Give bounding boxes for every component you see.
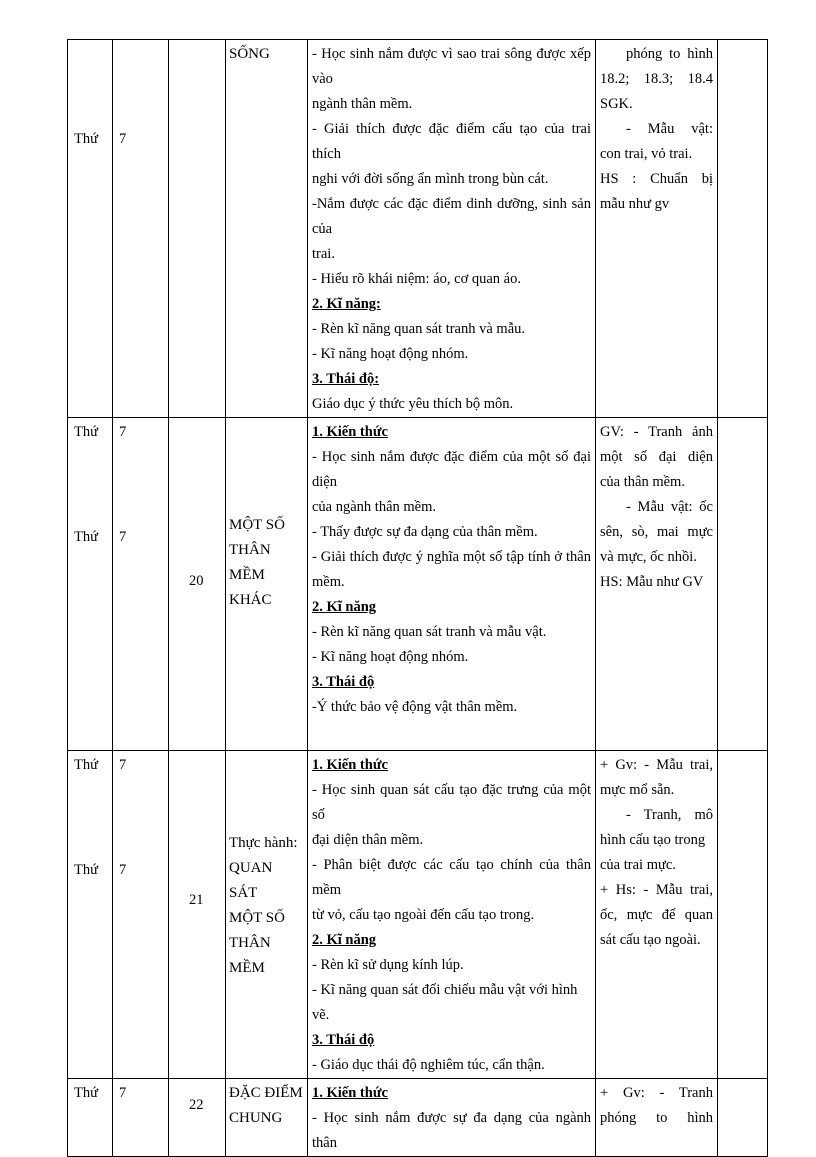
lesson-number: 21 (189, 892, 204, 908)
lesson-title-cell (226, 751, 308, 1079)
material-line: một số đại diện (600, 449, 713, 465)
lesson-number-cell (169, 40, 226, 418)
objective-line: - Học sinh quan sát cấu tạo đặc trưng của một số (312, 782, 591, 823)
material-line: và mực, ốc nhồi. (600, 549, 697, 565)
section-heading: 1. Kiến thức (312, 757, 388, 773)
objective-line: - Kĩ năng hoạt động nhóm. (312, 649, 469, 665)
grade-label: 7 (119, 529, 127, 545)
lesson-title (226, 418, 307, 613)
objectives (308, 751, 595, 1078)
objectives (308, 1079, 595, 1156)
material-line: 18.2; 18.3; 18.4 (600, 71, 713, 87)
grade-label: 7 (119, 1085, 127, 1101)
lesson-number-cell (169, 1079, 226, 1157)
title-line: SỐNG (229, 46, 270, 62)
objective-line: của ngành thân mềm. (312, 499, 437, 515)
title-line: KHÁC (229, 592, 272, 608)
material-line: phóng to hình (626, 46, 713, 62)
objectives-cell (308, 751, 596, 1079)
material-line: - Tranh, mô (626, 807, 713, 823)
lesson-title (226, 40, 307, 67)
grade-cell (113, 751, 169, 1079)
material-line: - Mẫu vật: (626, 121, 713, 137)
objective-line: - Kĩ năng quan sát đối chiếu mẫu vật với hình vẽ. (312, 982, 578, 1023)
lesson-title-cell (226, 418, 308, 751)
materials-cell (596, 40, 718, 418)
objective-line: - Giải thích được ý nghĩa một số tập tính ở thân (312, 549, 591, 565)
grade-cell (113, 1079, 169, 1157)
grade-label: 7 (119, 424, 127, 440)
grade-label: 7 (119, 757, 127, 773)
objective-line: Giáo dục ý thức yêu thích bộ môn. (312, 396, 514, 412)
materials (596, 1079, 717, 1131)
material-line: ốc, mực để quan (600, 907, 713, 923)
objectives (308, 40, 595, 417)
material-line: SGK. (600, 96, 633, 112)
notes-cell (718, 418, 768, 751)
objective-line: trai. (312, 246, 335, 262)
material-line: sên, sò, mai mực (600, 524, 713, 540)
objectives-cell (308, 418, 596, 751)
material-line: của trai mực. (600, 857, 676, 873)
table-row (68, 1079, 768, 1157)
grade-label: 7 (119, 131, 127, 147)
lesson-number: 22 (189, 1097, 204, 1113)
title-line: MỘT SỐ (229, 517, 285, 533)
objective-line: -Ý thức bảo vệ động vật thân mềm. (312, 699, 518, 715)
objective-line: - Rèn kĩ sử dụng kính lúp. (312, 957, 464, 973)
title-line: MỘT SỐ (229, 910, 285, 926)
title-line: CHUNG (229, 1110, 283, 1126)
lesson-title (226, 1079, 307, 1131)
notes-cell (718, 1079, 768, 1157)
objective-line: từ vỏ, cấu tạo ngoài đến cấu tạo trong. (312, 907, 535, 923)
objective-line: đại diện thân mềm. (312, 832, 424, 848)
day-label: Thứ (74, 862, 98, 878)
material-line: HS : Chuẩn bị (600, 171, 713, 187)
objective-line: - Học sinh nắm được sự đa dạng của ngành thân (312, 1110, 591, 1151)
day-cell (68, 418, 113, 751)
objective-line: - Học sinh nắm được vì sao trai sông được xếp vào (312, 46, 591, 87)
objective-line: mềm. (312, 574, 345, 590)
materials-cell (596, 751, 718, 1079)
objectives (308, 418, 595, 720)
material-line: mẫu như gv (600, 196, 670, 212)
day-label: Thứ (74, 529, 98, 545)
objective-line: - Thấy được sự đa dạng của thân mềm. (312, 524, 538, 540)
material-line: + Gv: - Mẫu trai, (600, 757, 713, 773)
objective-line: - Giải thích được đặc điểm cấu tạo của trai thích (312, 121, 591, 162)
materials (596, 418, 717, 595)
section-heading: 2. Kĩ năng (312, 599, 377, 615)
notes-cell (718, 40, 768, 418)
day-cell (68, 40, 113, 418)
objective-line: -Nắm được các đặc điểm dinh dưỡng, sinh sản của (312, 196, 591, 237)
lesson-title-cell (226, 1079, 308, 1157)
title-line: MỀM (229, 567, 265, 583)
title-line: THÂN (229, 542, 271, 558)
objective-line: - Học sinh nắm được đặc điểm của một số đại diện (312, 449, 591, 490)
section-heading: 2. Kĩ năng: (312, 296, 381, 312)
objective-line: - Rèn kĩ năng quan sát tranh và mẫu. (312, 321, 526, 337)
section-heading: 1. Kiến thức (312, 1085, 388, 1101)
material-line: + Gv: - Tranh (600, 1085, 713, 1101)
objectives-cell (308, 1079, 596, 1157)
objective-line: - Rèn kĩ năng quan sát tranh và mẫu vật. (312, 624, 547, 640)
section-heading: 1. Kiến thức (312, 424, 388, 440)
material-line: hình cấu tạo trong (600, 832, 706, 848)
grade-label: 7 (119, 862, 127, 878)
objective-line: - Kĩ năng hoạt động nhóm. (312, 346, 469, 362)
grade-cell (113, 40, 169, 418)
material-line: - Mẫu vật: ốc (626, 499, 713, 515)
table-row (68, 751, 768, 1079)
material-line: + Hs: - Mẫu trai, (600, 882, 713, 898)
objective-line: - Giáo dục thái độ nghiêm túc, cẩn thận. (312, 1057, 545, 1073)
notes-cell (718, 751, 768, 1079)
material-line: phóng to hình (600, 1110, 713, 1126)
lesson-number-cell (169, 418, 226, 751)
title-line: Thực hành: (229, 835, 298, 851)
lesson-plan-table (67, 39, 768, 1157)
lesson-number: 20 (189, 573, 204, 589)
title-line: THÂN (229, 935, 271, 951)
materials (596, 751, 717, 953)
section-heading: 3. Thái độ (312, 1032, 375, 1048)
material-line: con trai, vỏ trai. (600, 146, 693, 162)
day-label: Thứ (74, 1085, 98, 1101)
material-line: sát cấu tạo ngoài. (600, 932, 701, 948)
day-label: Thứ (74, 131, 98, 147)
objective-line: nghi với đời sống ẩn mình trong bùn cát. (312, 171, 549, 187)
material-line: mực mổ sẵn. (600, 782, 675, 798)
objective-line: - Hiểu rõ khái niệm: áo, cơ quan áo. (312, 271, 521, 287)
material-line: của thân mềm. (600, 474, 685, 490)
materials (596, 40, 717, 217)
lesson-title (226, 751, 307, 981)
material-line: GV: - Tranh ảnh (600, 424, 713, 440)
table-row (68, 418, 768, 751)
table-row (68, 40, 768, 418)
section-heading: 3. Thái độ (312, 674, 375, 690)
day-cell (68, 1079, 113, 1157)
section-heading: 3. Thái độ: (312, 371, 380, 387)
materials-cell (596, 418, 718, 751)
objective-line: - Phân biệt được các cấu tạo chính của thân mềm (312, 857, 591, 898)
day-label: Thứ (74, 424, 98, 440)
title-line: QUAN SÁT (229, 860, 273, 901)
section-heading: 2. Kĩ năng (312, 932, 377, 948)
material-line: HS: Mẫu như GV (600, 574, 704, 590)
day-label: Thứ (74, 757, 98, 773)
day-cell (68, 751, 113, 1079)
title-line: MỀM (229, 960, 265, 976)
title-line: ĐẶC ĐIỂM (229, 1085, 303, 1101)
lesson-number-cell (169, 751, 226, 1079)
grade-cell (113, 418, 169, 751)
materials-cell (596, 1079, 718, 1157)
lesson-title-cell (226, 40, 308, 418)
objective-line: ngành thân mềm. (312, 96, 413, 112)
objectives-cell (308, 40, 596, 418)
